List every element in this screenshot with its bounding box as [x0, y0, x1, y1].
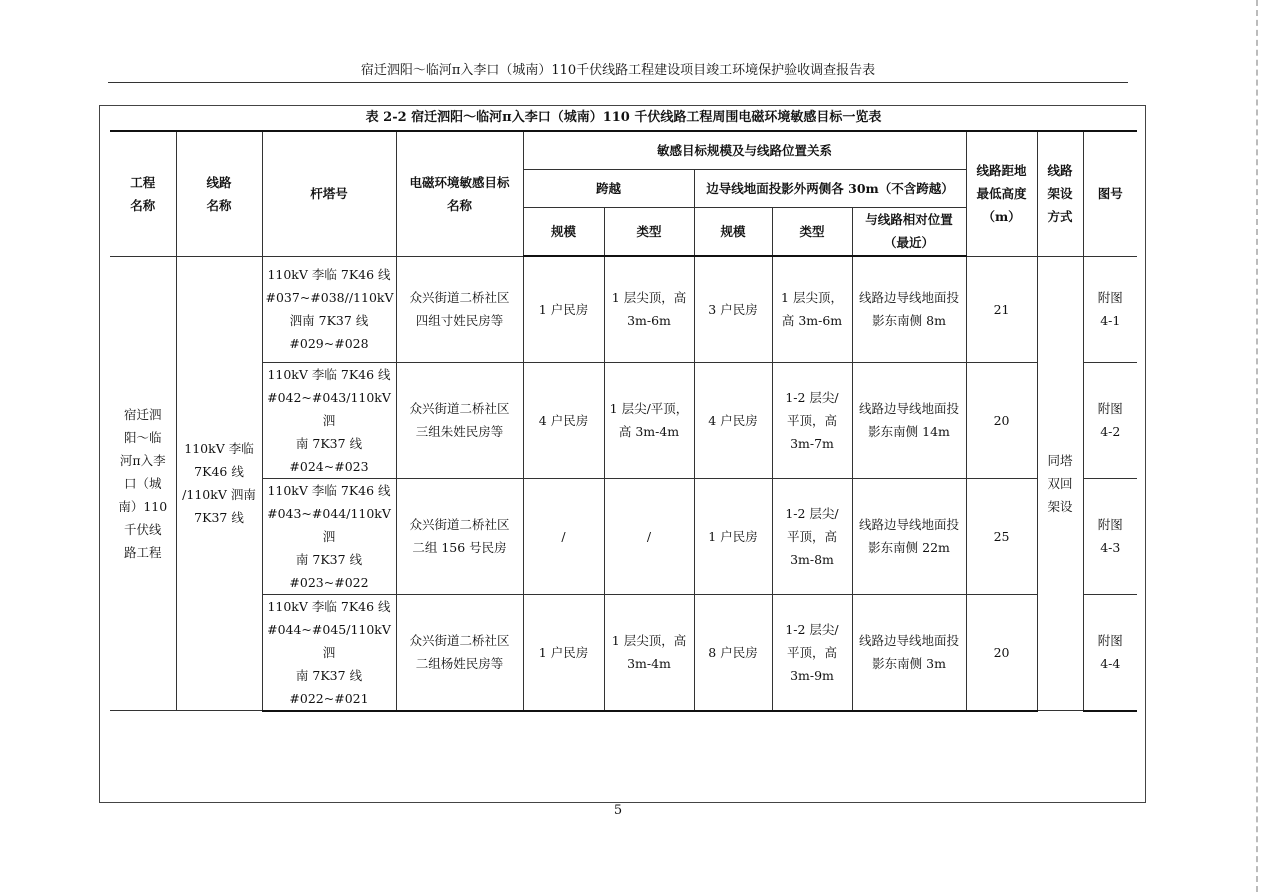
- cross-scale-cell: /: [523, 478, 604, 594]
- relative-position-cell: 线路边导线地面投 影东南侧 14m: [852, 362, 966, 478]
- page-header: 宿迁泗阳～临河π入李口（城南）110千伏线路工程建设项目竣工环境保护验收调查报告表: [360, 63, 876, 78]
- figure-cell: 附图 4-3: [1083, 478, 1137, 594]
- table-row: [110, 256, 1137, 362]
- target-cell: 众兴街道二桥社区 四组寸姓民房等: [396, 256, 523, 362]
- relative-position-cell: 线路边导线地面投 影东南侧 8m: [852, 256, 966, 362]
- cross-type-cell: 1 层尖顶，高 3m-6m: [604, 256, 694, 362]
- target-cell: 众兴街道二桥社区 三组朱姓民房等: [396, 362, 523, 478]
- tower-cell: 110kV 李临 7K46 线 #042~#043/110kV 泗 南 7K37 线 #024~#023: [262, 362, 396, 478]
- height-cell: 21: [966, 256, 1037, 362]
- side-type-cell: 1-2 层尖/ 平顶，高 3m-7m: [772, 362, 852, 478]
- table-title: 表 2-2 宿迁泗阳～临河π入李口（城南）110 千伏线路工程周围电磁环境敏感目标一览表: [365, 110, 882, 125]
- tower-cell: 110kV 李临 7K46 线 #043~#044/110kV 泗 南 7K37 线 #023~#022: [262, 478, 396, 594]
- tower-cell: 110kV 李临 7K46 线 #037~#038//110kV 泗南 7K37 线 #029~#028: [262, 256, 396, 362]
- side-scale-cell: 4 户民房: [694, 362, 772, 478]
- target-cell: 众兴街道二桥社区 二组 156 号民房: [396, 478, 523, 594]
- height-cell: 20: [966, 594, 1037, 711]
- header-erection: 线路 架设 方式: [1037, 131, 1083, 256]
- header-line-name: 线路 名称: [176, 131, 262, 256]
- side-type-cell: 1 层尖顶， 高 3m-6m: [772, 256, 852, 362]
- table-row: [110, 478, 1137, 594]
- side-scale-cell: 1 户民房: [694, 478, 772, 594]
- cross-scale-cell: 1 户民房: [523, 594, 604, 711]
- header-side-scale: 规模: [694, 207, 772, 256]
- figure-cell: 附图 4-4: [1083, 594, 1137, 711]
- figure-cell: 附图 4-2: [1083, 362, 1137, 478]
- relative-position-cell: 线路边导线地面投 影东南侧 22m: [852, 478, 966, 594]
- header-rule: [108, 82, 1128, 83]
- header-side: 边导线地面投影外两侧各 30m（不含跨越）: [694, 169, 966, 207]
- sensitive-targets-table: [110, 130, 1137, 712]
- header-cross-type: 类型: [604, 207, 694, 256]
- relative-position-cell: 线路边导线地面投 影东南侧 3m: [852, 594, 966, 711]
- header-cross-scale: 规模: [523, 207, 604, 256]
- project-name-cell: 宿迁泗 阳～临 河π入李 口（城 南）110 千伏线 路工程: [110, 256, 176, 711]
- table-row: [110, 362, 1137, 478]
- height-cell: 25: [966, 478, 1037, 594]
- figure-cell: 附图 4-1: [1083, 256, 1137, 362]
- cross-scale-cell: 4 户民房: [523, 362, 604, 478]
- side-scale-cell: 3 户民房: [694, 256, 772, 362]
- target-cell: 众兴街道二桥社区 二组杨姓民房等: [396, 594, 523, 711]
- cross-scale-cell: 1 户民房: [523, 256, 604, 362]
- tower-cell: 110kV 李临 7K46 线 #044~#045/110kV 泗 南 7K37 线 #022~#021: [262, 594, 396, 711]
- header-tower-no: 杆塔号: [262, 131, 396, 256]
- header-project-name: 工程 名称: [110, 131, 176, 256]
- height-cell: 20: [966, 362, 1037, 478]
- header-side-type: 类型: [772, 207, 852, 256]
- line-name-cell: 110kV 李临 7K46 线 /110kV 泗南 7K37 线: [176, 256, 262, 711]
- header-relation: 敏感目标规模及与线路位置关系: [523, 131, 966, 169]
- cross-type-cell: /: [604, 478, 694, 594]
- header-min-height: 线路距地 最低高度 （m）: [966, 131, 1037, 256]
- header-relative-position: 与线路相对位置 （最近）: [852, 207, 966, 256]
- page-number: 5: [613, 803, 623, 818]
- table-row: [110, 594, 1137, 711]
- cross-type-cell: 1 层尖/平顶， 高 3m-4m: [604, 362, 694, 478]
- header-crossing: 跨越: [523, 169, 694, 207]
- side-type-cell: 1-2 层尖/ 平顶，高 3m-9m: [772, 594, 852, 711]
- header-target-name: 电磁环境敏感目标 名称: [396, 131, 523, 256]
- binding-edge-line: [1256, 0, 1258, 892]
- cross-type-cell: 1 层尖顶，高 3m-4m: [604, 594, 694, 711]
- erection-cell: 同塔 双回 架设: [1037, 256, 1083, 711]
- side-scale-cell: 8 户民房: [694, 594, 772, 711]
- side-type-cell: 1-2 层尖/ 平顶，高 3m-8m: [772, 478, 852, 594]
- header-figure: 图号: [1083, 131, 1137, 256]
